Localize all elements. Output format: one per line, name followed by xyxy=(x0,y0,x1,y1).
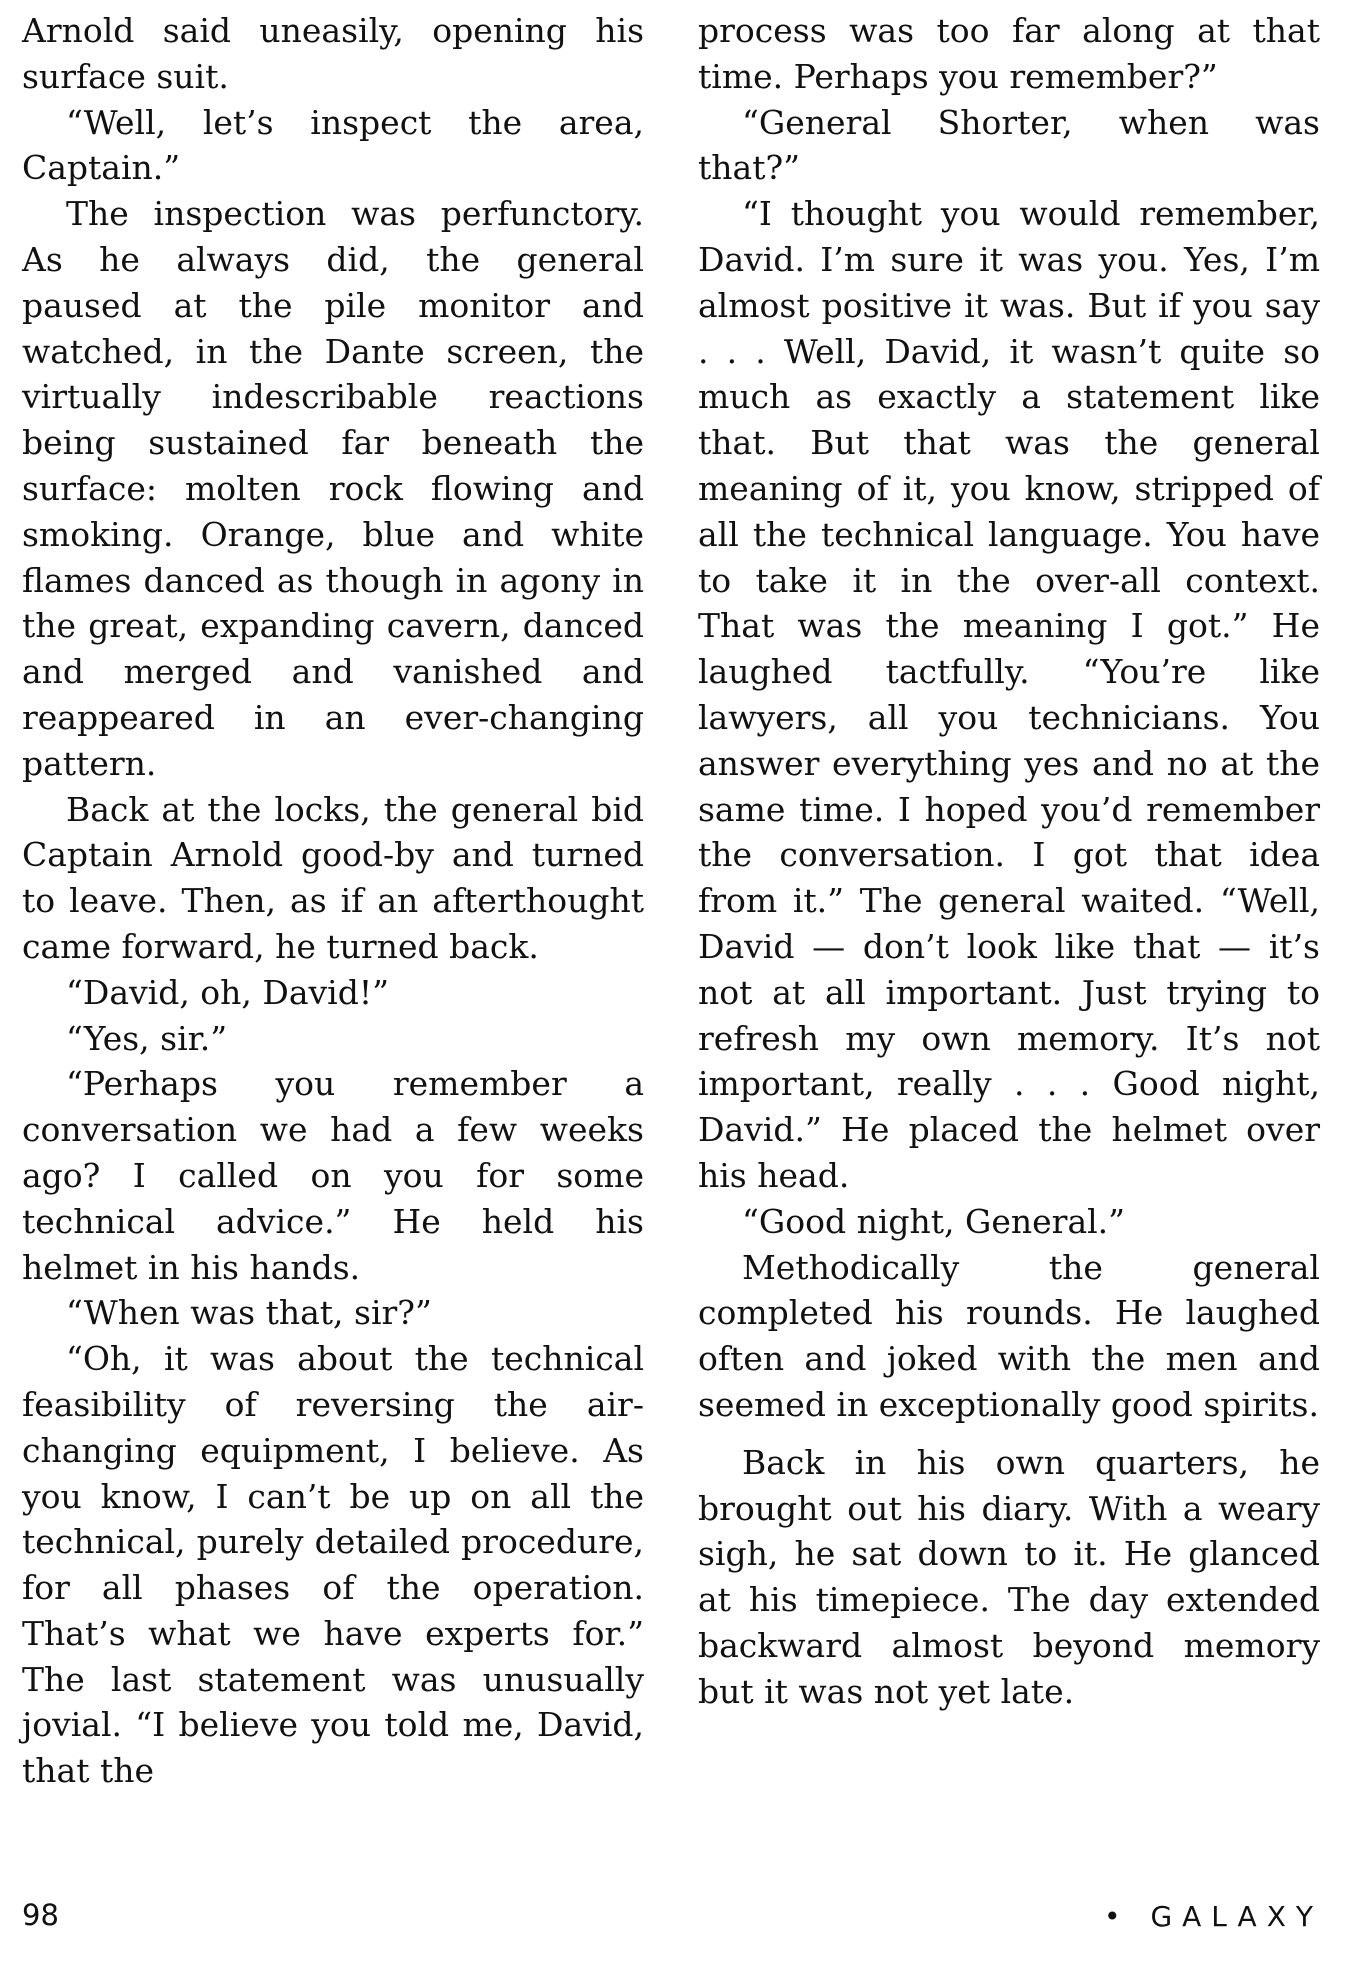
paragraph: Back at the locks, the general bid Captain Arnold good-by and turned to leave. Then, as if an afterthought came forward, he turned back. xyxy=(22,789,644,966)
paragraph: The inspection was perfunctory. As he always did, the general paused at the pile monitor and watched, in the Dante screen, the virtually indescribable reactions being sustained far beneath the surface: molten rock flowing and smoking. Orange, blue and white flames danced as though in agony in the great, expanding cavern, danced and merged and vanished and reappeared in an ever-changing pattern. xyxy=(22,194,644,783)
paragraph: “General Shorter, when was that?” xyxy=(698,102,1320,188)
paragraph: “Good night, General.” xyxy=(742,1201,1126,1241)
paragraph: “Well, let’s inspect the area, Captain.” xyxy=(22,102,644,188)
paragraph: “Yes, sir.” xyxy=(66,1018,228,1058)
paragraph: process was too far along at that time. Perhaps you remember?” xyxy=(698,11,1320,96)
right-column xyxy=(698,8,1320,1714)
paragraph: “David, oh, David!” xyxy=(66,972,389,1012)
paragraph: Back in his own quarters, he brought out his diary. With a weary sigh, he sat down to it. He glanced at his timepiece. The day extended backward almost beyond memory but it was not yet late. xyxy=(698,1442,1320,1711)
paragraph: Arnold said uneasily, opening his surface suit. xyxy=(22,11,644,96)
paragraph: “Perhaps you remember a conversation we had a few weeks ago? I called on you for some technical advice.” He held his helmet in his hands. xyxy=(22,1064,644,1287)
paragraph: “When was that, sir?” xyxy=(66,1293,432,1333)
paragraph: “I thought you would remember, David. I’m sure it was you. Yes, I’m almost positive it was. But if you say . . . Well, David, it wasn’t quite so much as exactly a statement like that. But that was the general meaning of it, you know, stripped of all the technical language. You have to take it in the over-all context. That was the meaning I got.” He laughed tactfully. “You’re like lawyers, all you technicians. You answer everything yes and no at the same time. I hoped you’d remember the conversation. I got that idea from it.” The general waited. “Well, David — don’t look like that — it’s not at all important. Just trying to refresh my own memory. It’s not important, really . . . Good night, David.” He placed the helmet over his head. xyxy=(698,194,1320,1195)
magazine-name: GALAXY xyxy=(1150,1900,1323,1933)
page-number: 98 xyxy=(22,1898,59,1932)
left-column xyxy=(22,8,644,1794)
running-footer xyxy=(1104,1900,1323,1933)
paragraph: “Oh, it was about the technical feasibility of reversing the air-changing equipment, I believe. As you know, I can’t be up on all the technical, purely detailed procedure, for all phases of the operation. That’s what we have experts for.” The last statement was unusually jovial. “I believe you told me, David, that the xyxy=(22,1339,644,1791)
paragraph: Methodically the general completed his rounds. He laughed often and joked with the men and seemed in exceptionally good spirits. xyxy=(698,1247,1320,1424)
bullet-separator: • xyxy=(1103,1900,1121,1933)
